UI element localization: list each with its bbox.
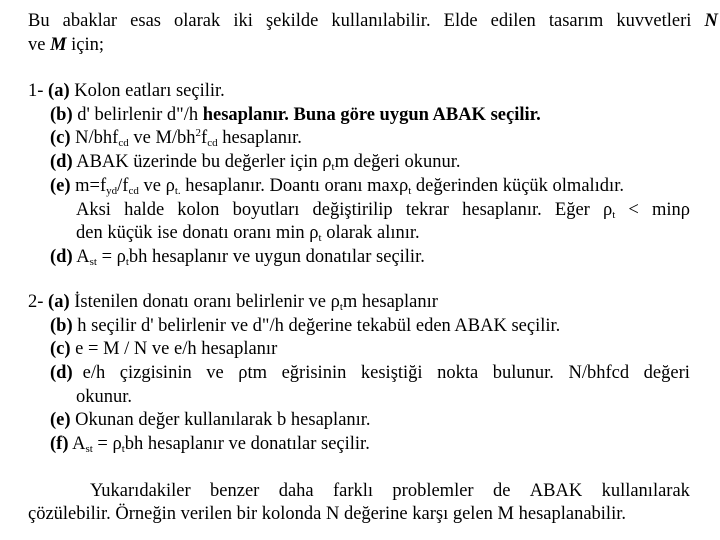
- item-label: (b): [50, 316, 73, 336]
- item-text: /f: [117, 176, 129, 196]
- part1-line-c: [50, 127, 302, 149]
- word: değeri: [643, 363, 690, 383]
- part2-line-f: [50, 433, 370, 455]
- subscript: t: [331, 161, 335, 173]
- word: iki: [233, 11, 253, 31]
- item-text: = ρ: [96, 247, 126, 267]
- part1-line-e: [50, 175, 624, 197]
- item-text: m hesaplanır: [342, 292, 438, 312]
- part1-number: 1-: [28, 81, 49, 101]
- intro-line-2: [28, 34, 104, 56]
- part2-line-b: [50, 315, 560, 337]
- word: de: [492, 481, 511, 501]
- word: değiştirilip: [312, 200, 393, 220]
- item-text: okunur.: [76, 387, 133, 407]
- item-label: (d): [50, 152, 73, 172]
- item-label: (f): [50, 434, 69, 454]
- item-text: İstenilen donatı oranı belirlenir ve ρ: [69, 292, 340, 312]
- closing-text: çözülebilir. Örneğin verilen bir kolonda N değerine karşı gelen M hesaplanabilir.: [28, 504, 626, 524]
- item-text: hesaplanır.: [217, 128, 302, 148]
- part1-line-b: [50, 104, 541, 126]
- item-text-bold: hesaplanır. Buna göre uygun ABAK seçilir.: [202, 105, 541, 125]
- word: Aksi: [76, 200, 111, 220]
- subscript: st: [85, 443, 93, 455]
- item-text: bh hesaplanır ve donatılar seçilir.: [124, 434, 370, 454]
- word: ρtm: [238, 363, 268, 383]
- word: <: [628, 200, 639, 220]
- word: $\rho_t$: [602, 200, 616, 221]
- word: ABAK: [529, 481, 583, 501]
- word: benzer: [210, 481, 260, 501]
- item-label: (a): [48, 292, 70, 312]
- word: hesaplanır.: [462, 200, 542, 220]
- word: boyutları: [232, 200, 300, 220]
- word: minρ: [651, 200, 690, 220]
- item-text: hesaplanır. Doantı oranı maxρ: [180, 176, 409, 196]
- intro-text: için;: [66, 35, 105, 55]
- subscript: t: [318, 232, 322, 244]
- part2-line-d: [50, 362, 690, 384]
- subscript: yd: [106, 185, 118, 197]
- word: farklı: [333, 481, 374, 501]
- word: edilen: [490, 11, 536, 31]
- word: Eğer: [554, 200, 590, 220]
- item-text: ve ρ: [138, 176, 175, 196]
- subscript: t: [125, 256, 129, 268]
- word: Bu: [28, 11, 50, 31]
- part2-line-a: [28, 291, 438, 313]
- closing-line-1: [90, 480, 690, 502]
- item-text: e = M / N ve e/h hesaplanır: [70, 339, 278, 359]
- subscript: cd: [128, 185, 139, 197]
- item-text: bh hesaplanır ve uygun donatılar seçilir.: [128, 247, 425, 267]
- subscript: t.: [174, 185, 181, 197]
- word: Elde: [443, 11, 478, 31]
- item-text: ABAK üzerinde bu değerler için ρ: [72, 152, 332, 172]
- subscript: t: [121, 443, 125, 455]
- word: ve: [206, 363, 224, 383]
- word: olarak: [174, 11, 221, 31]
- word: kullanılabilir.: [331, 11, 431, 31]
- item-label: (d): [50, 363, 73, 383]
- word: e/h: [82, 363, 106, 383]
- word: tasarım: [548, 11, 604, 31]
- word: bulunur.: [492, 363, 554, 383]
- word: daha: [278, 481, 314, 501]
- word: kesiştiği: [360, 363, 423, 383]
- part1-line-d: [50, 151, 460, 173]
- superscript: 2: [195, 127, 202, 139]
- item-label: (c): [50, 128, 71, 148]
- subscript: t: [612, 209, 616, 221]
- item-text: ve M/bh: [128, 128, 196, 148]
- word: problemler: [392, 481, 474, 501]
- part2-number: 2-: [28, 292, 49, 312]
- part1-line-e-cont-2: [76, 222, 420, 244]
- word: N/bhfcd: [568, 363, 630, 383]
- intro-line-1: [28, 10, 718, 32]
- part2-line-e: [50, 409, 371, 431]
- part1-line-f: [50, 246, 425, 268]
- item-text: N/bhf: [70, 128, 119, 148]
- subscript: t: [339, 301, 343, 313]
- subscript: t: [408, 185, 412, 197]
- word: tekrar: [405, 200, 449, 220]
- item-text: A: [68, 434, 86, 454]
- item-label: (a): [48, 81, 70, 101]
- item-label: (c): [50, 339, 71, 359]
- item-text: Okunan değer kullanılarak b hesaplanır.: [70, 410, 371, 430]
- item-text: Kolon eatları seçilir.: [69, 81, 225, 101]
- subscript: cd: [207, 137, 218, 149]
- closing-line-2: [28, 503, 626, 525]
- item-text: = ρ: [92, 434, 122, 454]
- item-text: olarak alınır.: [321, 223, 420, 243]
- item-label: (e): [50, 176, 71, 196]
- subscript: st: [89, 256, 97, 268]
- word: N: [704, 11, 718, 31]
- item-text: d' belirlenir d"/h: [72, 105, 203, 125]
- item-text: A: [72, 247, 90, 267]
- item-text-justified: [83, 362, 690, 384]
- item-text: m=f: [70, 176, 107, 196]
- word: Yukarıdakiler: [90, 481, 191, 501]
- item-text: h seçilir d' belirlenir ve d"/h değerine tekabül eden ABAK seçilir.: [72, 316, 561, 336]
- word: eğrisinin: [281, 363, 347, 383]
- word: nokta: [437, 363, 479, 383]
- part1-line-a: [28, 80, 225, 102]
- part2-line-c: [50, 338, 277, 360]
- variable-m: M: [50, 35, 67, 55]
- word: kullanılarak: [601, 481, 690, 501]
- item-text: f: [201, 128, 208, 148]
- word: abaklar: [62, 11, 118, 31]
- item-text: m değeri okunur.: [334, 152, 461, 172]
- word: çizgisinin: [119, 363, 192, 383]
- item-text: den küçük ise donatı oranı min ρ: [76, 223, 319, 243]
- item-label: (e): [50, 410, 71, 430]
- item-label: (d): [50, 247, 73, 267]
- word: şekilde: [265, 11, 319, 31]
- part1-line-e-cont-1: [76, 199, 690, 221]
- intro-text: ve: [28, 35, 51, 55]
- item-label: (b): [50, 105, 73, 125]
- part2-line-d-cont: [76, 386, 132, 408]
- item-text: değerinden küçük olmalıdır.: [411, 176, 624, 196]
- subscript: cd: [118, 137, 129, 149]
- word: halde: [124, 200, 165, 220]
- word: kolon: [177, 200, 220, 220]
- word: kuvvetleri: [616, 11, 692, 31]
- word: esas: [130, 11, 161, 31]
